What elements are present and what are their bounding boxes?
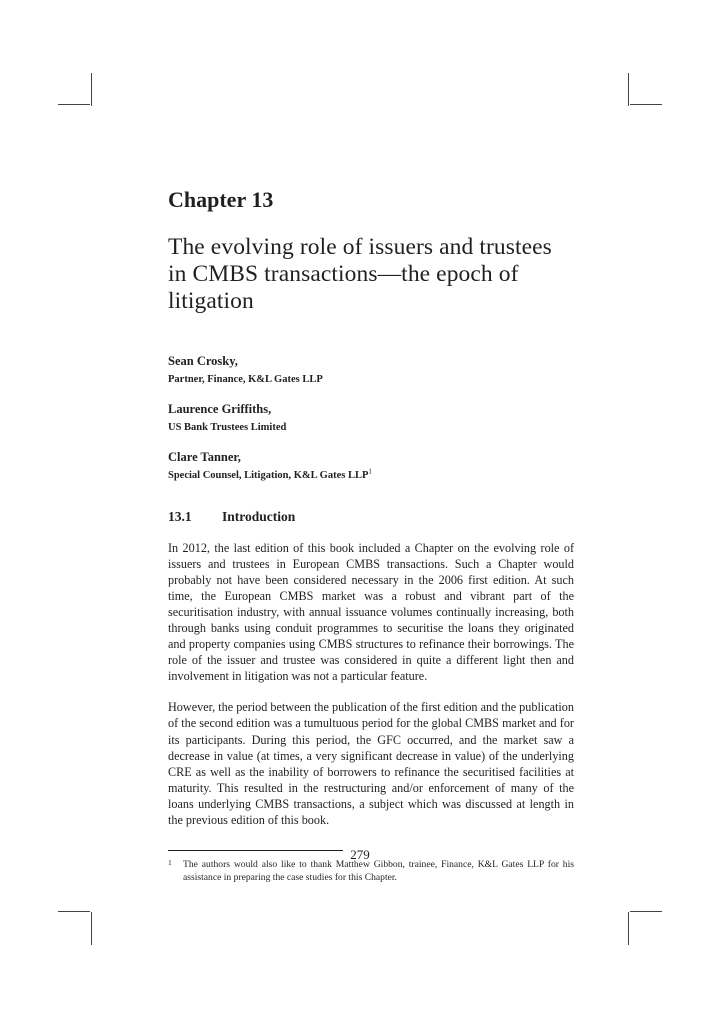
author-entry (168, 449, 574, 483)
crop-mark-top-right-v (628, 73, 629, 106)
author-name: Sean Crosky, (168, 354, 238, 368)
section-number: 13.1 (168, 509, 192, 524)
crop-mark-bottom-left-v (91, 912, 92, 945)
author-name: Clare Tanner, (168, 450, 241, 464)
crop-mark-bottom-right-h (630, 911, 662, 912)
page-number: 279 (350, 847, 370, 862)
body-paragraph: However, the period between the publication of the first edition and the publication of the second edition was a tumultuous period for the global CMBS market and for its participants. During this period, the GFC occurred, and the market saw a decrease in value (at times, a very significant decrease in value) of the underlying CRE as well as the inability of borrowers to refinance the securitised facilities at maturity. This resulted in the restructuring and/or enforcement of many of the loans underlying CMBS transactions, a subject which was discussed at length in the previous edition of this book. (168, 700, 574, 827)
footnote-marker: 1 (168, 858, 172, 868)
crop-mark-top-left-h (58, 104, 90, 105)
author-entry (168, 353, 574, 387)
body-paragraph: In 2012, the last edition of this book included a Chapter on the evolving role of issuers and trustees in European CMBS transactions. Such a Chapter would probably not have been considered necessary in the 2006 first edition. At such time, the European CMBS market was a robust and vibrant part of the securitisation industry, with annual issuance volumes continually increasing, both through banks using conduit programmes to securitise the loans they originated and property companies using CMBS structures to refinance their borrowings. The role of the issuer and trustee was considered in quite a different light then and involvement in litigation was not a particular feature. (168, 540, 574, 684)
page-content (168, 186, 574, 884)
section-title: Introduction (222, 509, 296, 524)
author-name: Laurence Griffiths, (168, 402, 272, 416)
chapter-title: The evolving role of issuers and trustees in CMBS transactions—the epoch of litigation (168, 234, 552, 314)
author-list (168, 353, 574, 483)
section-heading (168, 508, 574, 526)
footnote-text: The authors would also like to thank Matthew Gibbon, trainee, Finance, K&L Gates LLP for his assistance in preparing the case studies for this Chapter. (183, 859, 574, 884)
crop-mark-bottom-right-v (628, 912, 629, 945)
author-entry (168, 401, 574, 435)
chapter-label: Chapter 13 (168, 187, 274, 212)
crop-mark-bottom-left-h (58, 911, 90, 912)
author-affiliation-with-ref (168, 468, 574, 483)
footnote-reference: 1 (368, 467, 372, 476)
author-affiliation: Partner, Finance, K&L Gates LLP (168, 374, 323, 385)
crop-mark-top-right-h (630, 104, 662, 105)
crop-mark-top-left-v (91, 73, 92, 106)
author-affiliation: Special Counsel, Litigation, K&L Gates LLP (168, 470, 369, 481)
author-affiliation: US Bank Trustees Limited (168, 422, 287, 433)
